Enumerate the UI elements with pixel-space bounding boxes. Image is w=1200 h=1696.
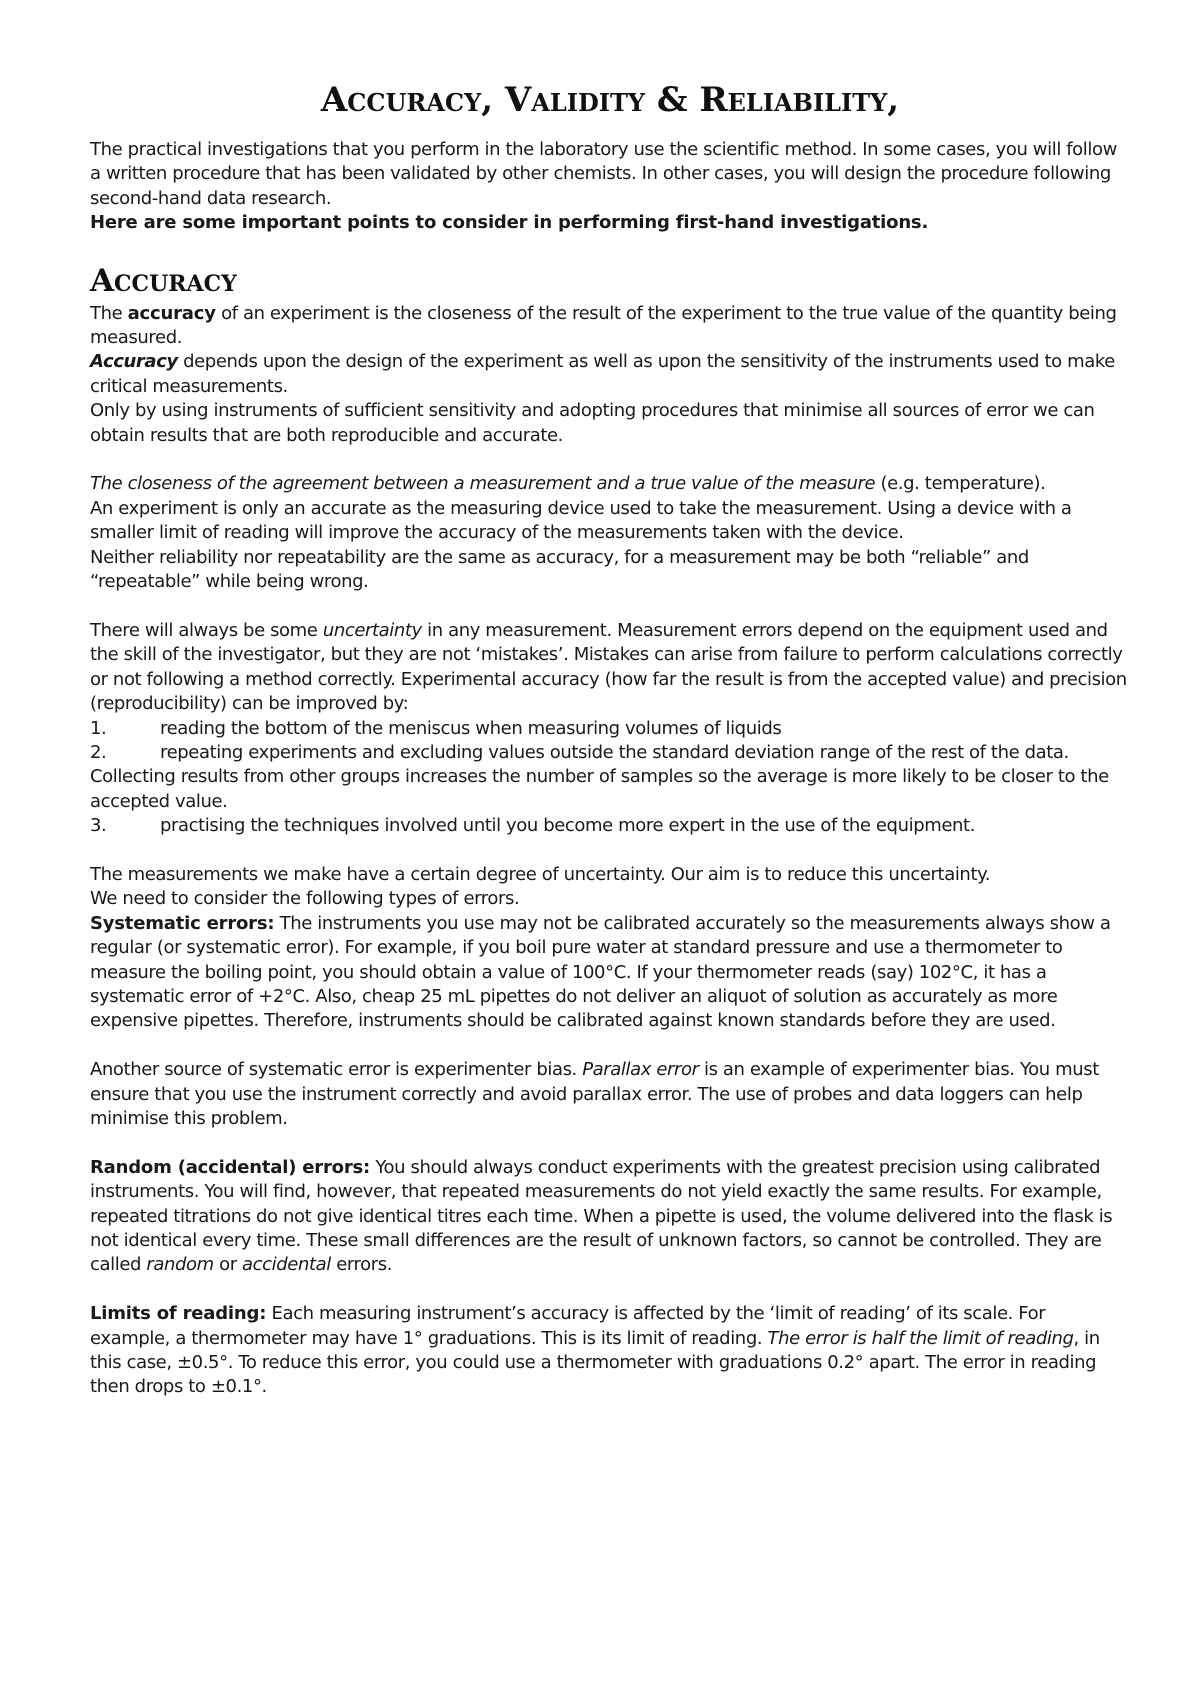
errors-intro-1: The measurements we make have a certain degree of uncertainty. Our aim is to reduce this uncertainty. [90, 863, 991, 885]
limits-italic: The error is half the limit of reading [767, 1327, 1074, 1349]
list-item-number: 3. [90, 815, 107, 837]
uncertainty-pre: There will always be some [90, 619, 323, 641]
intro-bold-line: Here are some important points to consider in performing first-hand investigations. [90, 212, 929, 234]
limits-text: Each measuring instrument’s accuracy is affected by the ‘limit of reading’ of its scale. For example, a thermometer may have 1° graduations. This is its limit of reading. [90, 1303, 1046, 1349]
accuracy-closeness-italic: The closeness of the agreement between a measurement and a true value of the measure [90, 473, 876, 495]
accuracy-depends-text: depends upon the design of the experiment as well as upon the sensitivity of the instruments used to make critical measurements. [90, 351, 1115, 397]
systematic-errors-text: The instruments you use may not be calibrated accurately so the measurements always show a regular (or systematic error). For example, if you boil pure water at standard pressure and use a thermometer to measure the boiling point, you should obtain a value of 100°C. If your thermometer reads (say) 102°C, it has a systematic error of +2°C. Also, cheap 25 mL pipettes do not deliver an aliquot of solution as accurately as more expensive pipettes. Therefore, instruments should be calibrated against known standards before they are used. [90, 912, 1111, 1032]
document-page [90, 78, 1130, 1400]
accuracy-closeness [90, 472, 1130, 496]
accuracy-heading: Accuracy [90, 262, 237, 299]
uncertainty-paragraph [90, 619, 1130, 717]
list-item-number: 2. [90, 741, 107, 763]
limits-label: Limits of reading: [90, 1303, 267, 1325]
list-item-number: 1. [90, 717, 107, 739]
random-italic: random [146, 1254, 214, 1276]
limits-post: , in this case, ±0.5°. To reduce this error, you could use a thermometer with graduations 0.2° apart. The error in reading then drops to ±0.1°. [90, 1327, 1100, 1398]
bias-italic: Parallax error [582, 1059, 699, 1081]
limits-of-reading [90, 1302, 1130, 1400]
page-title: Accuracy, Validity & Reliability, [320, 80, 900, 120]
experimenter-bias [90, 1058, 1130, 1131]
accuracy-only: Only by using instruments of sufficient sensitivity and adopting procedures that minimise all sources of error we can obtain results that are both reproducible and accurate. [90, 400, 1095, 446]
systematic-errors [90, 912, 1130, 1034]
list-item-text: practising the techniques involved until you become more expert in the use of the equipment. [160, 815, 976, 837]
random-errors [90, 1156, 1130, 1278]
random-end: errors. [330, 1254, 393, 1276]
accuracy-closeness-post: (e.g. temperature). [875, 473, 1046, 495]
uncertainty-italic: uncertainty [322, 619, 422, 641]
list-item-text: reading the bottom of the meniscus when measuring volumes of liquids [160, 717, 782, 739]
random-or: or [213, 1254, 243, 1276]
bias-post: is an example of experimenter bias. You must ensure that you use the instrument correctly and avoid parallax error. The use of probes and data loggers can help minimise this problem. [90, 1059, 1099, 1129]
uncertainty-post: in any measurement. Measurement errors depend on the equipment used and the skill of the investigator, but they are not ‘mistakes’. Mistakes can arise from failure to perform calculations correctly or not following a method correctly. Experimental accuracy (how far the result is from the accepted value) and precision (reproducibility) can be improved by: [90, 619, 1127, 715]
random-errors-label: Random (accidental) errors: [90, 1156, 371, 1178]
random-errors-text: You should always conduct experiments with the greatest precision using calibrated instruments. You will find, however, that repeated measurements do not yield exactly the same results. For example, repeated titrations do not give identical titres each time. When a pipette is used, the volume delivered into the flask is not identical every time. These small differences are the result of unknown factors, so cannot be controlled. They are called [90, 1156, 1113, 1276]
list-item [90, 814, 1130, 838]
accuracy-definition [90, 302, 1130, 351]
accuracy-neither: Neither reliability nor repeatability are the same as accuracy, for a measurement may be both “reliable” and “repeatable” while being wrong. [90, 546, 1029, 593]
accuracy-device: An experiment is only an accurate as the measuring device used to take the measurement. Using a device with a smaller limit of reading will improve the accuracy of the measurements taken with the device. [90, 497, 1072, 544]
bias-pre: Another source of systematic error is experimenter bias. [90, 1059, 583, 1081]
accuracy-depends [90, 350, 1130, 399]
systematic-errors-label: Systematic errors: [90, 912, 275, 934]
list-item-text: repeating experiments and excluding values outside the standard deviation range of the rest of the data. [160, 741, 1069, 763]
accuracy-def-post: of an experiment is the closeness of the result of the experiment to the true value of the quantity being measured. [90, 302, 1117, 349]
intro-paragraph [90, 138, 1130, 211]
accuracy-def-bold: accuracy [127, 302, 216, 324]
accuracy-def-pre: The [90, 302, 128, 324]
list-item [90, 717, 1130, 741]
intro-text: The practical investigations that you perform in the laboratory use the scientific method. In some cases, you will follow a written procedure that has been validated by other chemists. In other cases, you will design the procedure following second-hand data research. [90, 139, 1117, 209]
errors-intro-2: We need to consider the following types of errors. [90, 888, 520, 910]
collecting-results: Collecting results from other groups increases the number of samples so the average is more likely to be closer to the accepted value. [90, 766, 1109, 812]
accidental-italic: accidental [242, 1254, 331, 1276]
accuracy-depends-term: Accuracy [90, 351, 178, 373]
list-item [90, 741, 1130, 765]
